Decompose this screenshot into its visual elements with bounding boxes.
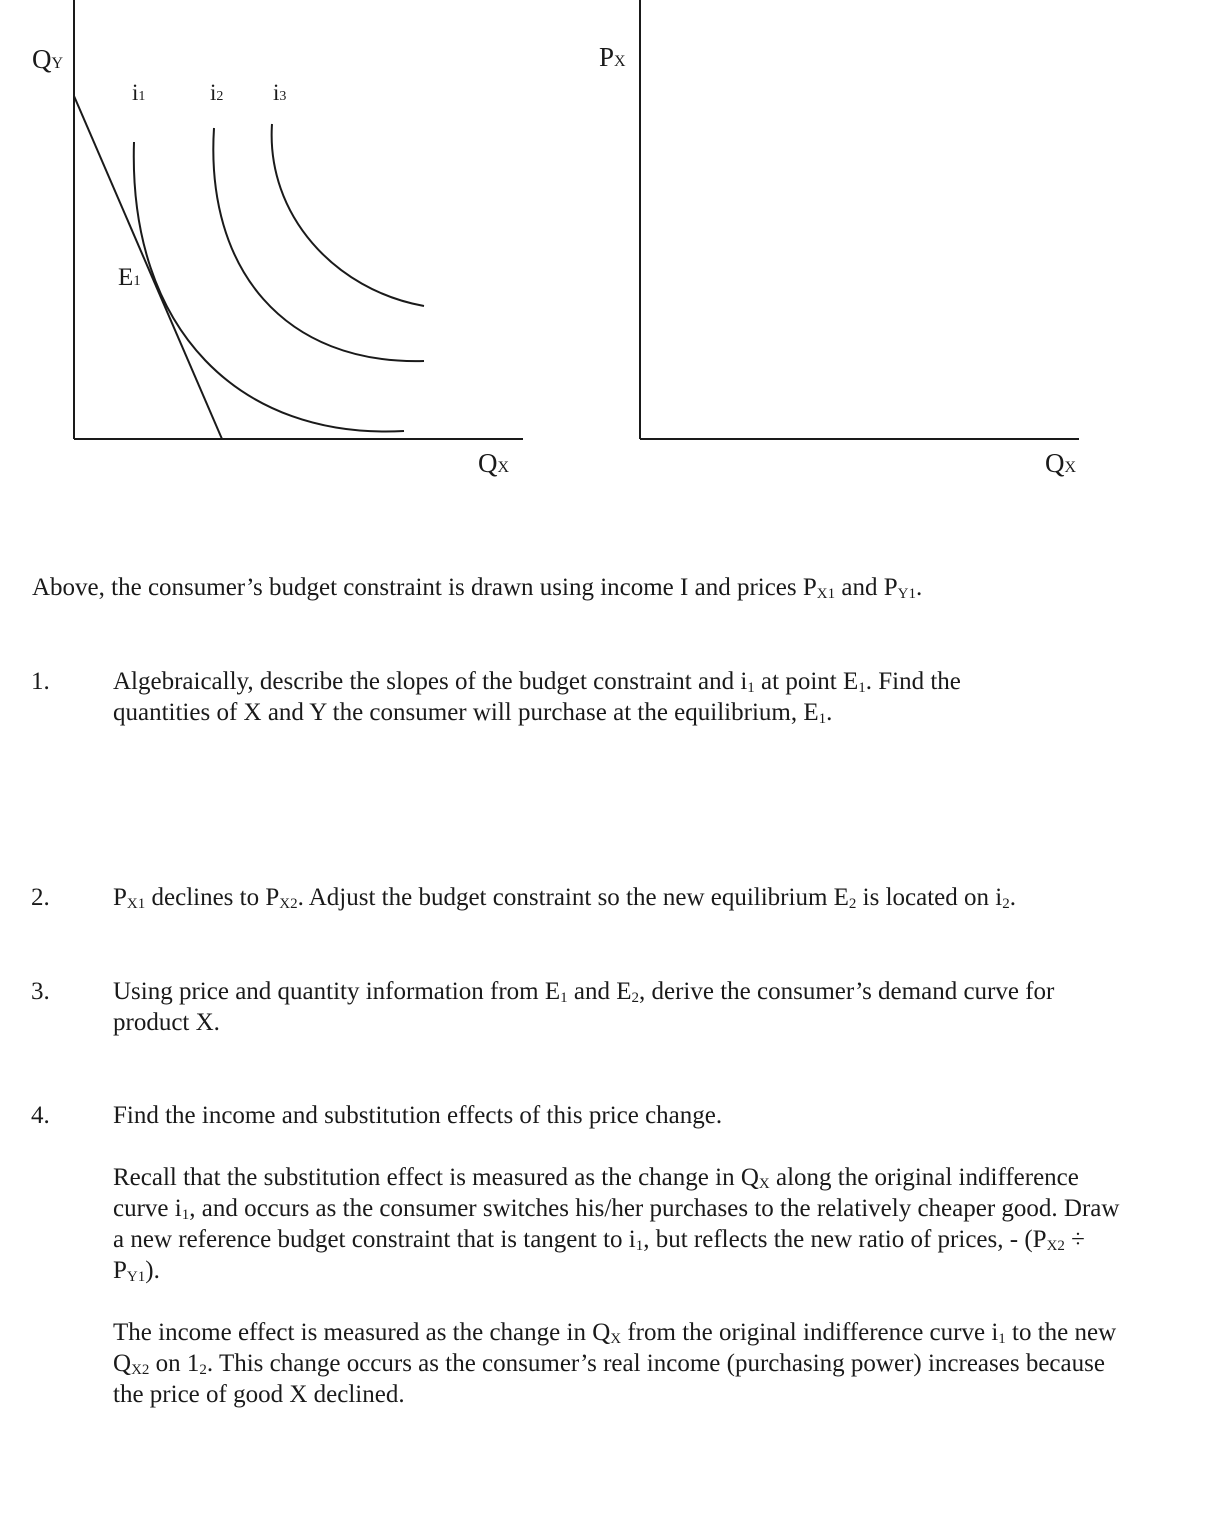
curve-label-i3: i3 — [273, 80, 287, 105]
graphs — [0, 0, 1205, 520]
question-number: 1. — [31, 668, 50, 695]
question-4: Find the income and substitution effects of this price change. — [113, 1102, 723, 1129]
curve-label-i2: i2 — [210, 80, 224, 105]
income-effect-paragraph: The income effect is measured as the change in $Q_X$ from the original indifference curve $i_1$ to the new $Q_{X2}$ on $1_2$. This change occurs as the consumer’s real income (purchasing power) increases because the price of good X declined. — [113, 1319, 1117, 1408]
substitution-effect-paragraph: Recall that the substitution effect is measured as the change in $Q_X$ along the original indifference curve $i_1$, and occurs as the consumer switches his/her purchases to the relatively cheaper good. Draw a new reference budget constraint that is tangent to $i_1$, but reflects the new ratio of prices, - $(P_{X2} \div P_{Y1})$. — [113, 1164, 1120, 1285]
question-1: Algebraically, describe the slopes of the budget constraint and $i_1$ at point $E_1$. Find the quantities of X and Y the consumer will purchase at the equilibrium, $E_1$. — [113, 668, 961, 727]
equilibrium-label-e1: E1 — [118, 264, 141, 291]
y-axis-label: PX — [599, 42, 626, 72]
indifference-curve-i3 — [272, 124, 424, 306]
indifference-curve-i2 — [213, 128, 424, 361]
x-axis-label: QX — [1045, 448, 1077, 478]
y-axis-label: QY — [32, 44, 64, 74]
indifference-graph — [32, 0, 523, 478]
question-2: $P_{X1}$ declines to $P_{X2}$. Adjust the budget constraint so the new equilibrium $E_2$ is located on $i_2$. — [113, 884, 1016, 912]
intro-text: Above, the consumer’s budget constraint is drawn using income I and prices $P_{X1}$ and $P_{Y1}$. — [32, 574, 923, 602]
x-axis-label: QX — [478, 448, 510, 478]
question-number: 3. — [31, 978, 50, 1005]
curve-label-i1: i1 — [132, 80, 146, 105]
question-number: 4. — [31, 1102, 50, 1129]
demand-graph — [599, 0, 1079, 478]
budget-constraint — [74, 96, 222, 439]
question-number: 2. — [31, 884, 50, 911]
question-3: Using price and quantity information from $E_1$ and $E_2$, derive the consumer’s demand curve for product X. — [113, 978, 1055, 1036]
indifference-curve-i1 — [134, 142, 404, 432]
